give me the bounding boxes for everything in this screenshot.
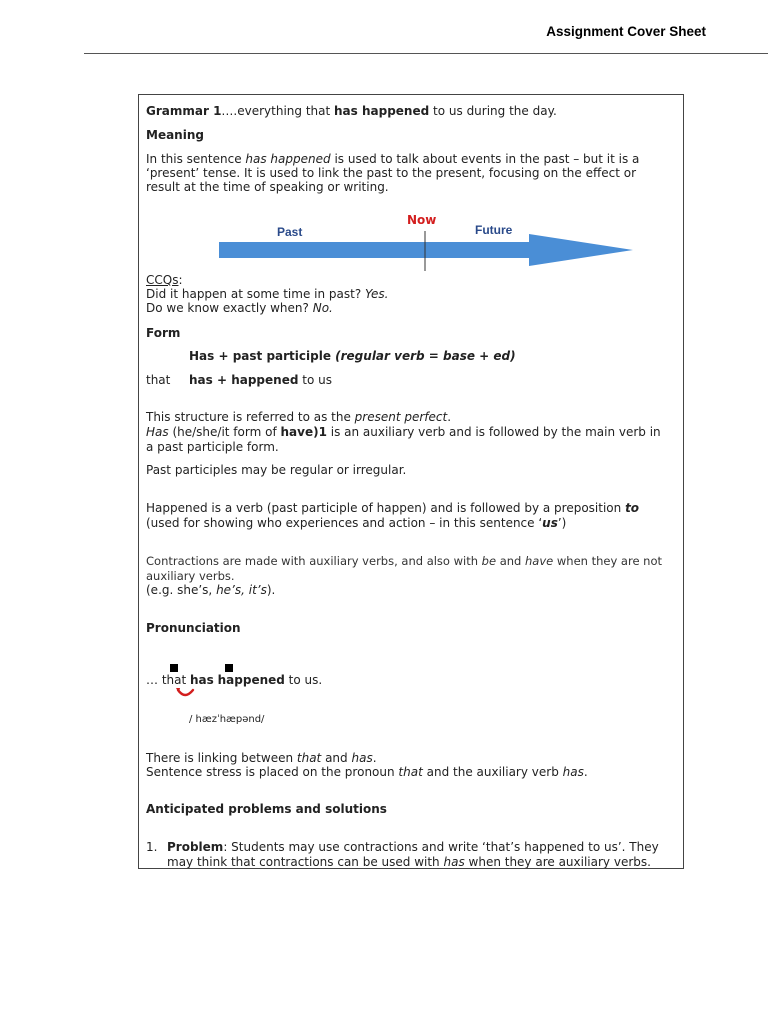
happened-l2-b: ’) [557,516,567,530]
timeline-diagram [219,208,639,278]
form-example [189,373,332,388]
meaning-heading: Meaning [146,128,204,142]
problem-1-l1: : Students may use contractions and write ‘that’s happened to us’. They [223,840,659,854]
grammar-post: to us during the day. [429,104,557,118]
form-formula [189,349,516,364]
ccq-2-question: Do we know exactly when? [146,301,313,315]
meaning-line-2: ‘present’ tense. It is used to link the past to the present, focusing on the effect or [146,166,636,180]
form-formula-italic: (regular verb = base + ed) [335,349,516,363]
structure-l1-i: present perfect [354,410,448,424]
problem-1-line-1 [167,840,659,855]
timeline-future-label: Future [475,223,513,237]
linking-l2-b: and the auxiliary verb [422,765,563,779]
pronunciation-ex-a: … that [146,673,190,687]
happened-line-1 [146,501,639,516]
stress-mark-that [170,664,178,672]
linking-arc-icon [175,687,197,701]
contractions-l3-b: ). [266,583,276,597]
happened-l1-a: Happened is a verb (past participle of happen) and is followed by a preposition [146,501,626,515]
structure-l2-bold: have)1 [280,425,327,439]
linking-l2-c: . [583,765,588,779]
contractions-line-1 [146,554,662,569]
meaning-l1-b: is used to talk about events in the past – but it is a [330,152,640,166]
problem-1-line-2 [167,855,651,869]
meaning-line-3: result at the time of speaking or writing. [146,180,389,194]
grammar-label: Grammar 1 [146,104,222,118]
pronunciation-ex-happened: happened [217,673,285,687]
contractions-l1-c: when they are not [553,554,663,568]
linking-l2-i1: that [398,765,423,779]
contractions-line-2: auxiliary verbs. [146,569,235,583]
structure-l2-b: is an auxiliary verb and is followed by the main verb in [326,425,661,439]
form-example-bold: has + happened [189,373,299,387]
happened-l2-a: (used for showing who experiences and action – in this sentence ‘ [146,516,543,530]
contractions-l3-a: (e.g. she’s, [146,583,217,597]
timeline-now-label: Now [407,213,437,227]
structure-line-1 [146,410,451,425]
ccqs-heading: CCQs [146,273,179,287]
ccq-2-answer: No. [312,301,333,315]
linking-l2-a: Sentence stress is placed on the pronoun [146,765,399,779]
header-divider [84,53,768,54]
problem-1-l2-b: when they are auxiliary verbs. [464,855,651,869]
contractions-l3-i: he’s, it’s [216,583,267,597]
problem-1-l2-i: has [443,855,465,869]
problem-1-number: 1. [146,840,158,854]
problems-heading: Anticipated problems and solutions [146,802,387,816]
phonemic-transcription: / hæzˈhæpənd/ [189,714,265,725]
happened-l1-bi: to [625,501,640,515]
form-example-rest: to us [298,373,332,387]
pronunciation-example [146,673,322,688]
structure-l2-a: (he/she/it form of [168,425,281,439]
structure-line-3: a past participle form. [146,440,279,454]
grammar-bold: has happened [334,104,430,118]
ccqs-heading-line [146,273,183,288]
meaning-l1-a: In this sentence [146,152,246,166]
contractions-l1-i2: have [525,554,554,568]
structure-l1-b: . [447,410,452,424]
pronunciation-ex-has: has [190,673,214,687]
pronunciation-ex-b: to us. [284,673,323,687]
grammar-pre: ….everything that [221,104,335,118]
timeline-past-label: Past [277,225,303,239]
linking-l1-b: and [321,751,352,765]
contractions-l1-b: and [496,554,525,568]
contractions-line-3 [146,583,275,598]
form-example-that: that [146,373,171,387]
structure-line-4: Past participles may be regular or irregular. [146,463,407,477]
problem-1-label: Problem [167,840,224,854]
happened-line-2 [146,516,566,531]
problem-1-l2-a: may think that contractions can be used with [167,855,444,869]
linking-l1-i1: that [296,751,322,765]
grammar-title-line [146,104,557,119]
linking-l1-i2: has [351,751,373,765]
ccq-1 [146,287,388,302]
structure-l2-i: Has [146,425,169,439]
ccqs-colon: : [178,273,183,287]
meaning-l1-i: has happened [245,152,331,166]
structure-line-2 [146,425,661,440]
ccq-1-question: Did it happen at some time in past? [146,287,365,301]
linking-line-1 [146,751,377,766]
form-formula-bold: Has + past participle [189,349,336,363]
contractions-l1-a: Contractions are made with auxiliary verbs, and also with [146,554,482,568]
linking-l1-c: . [372,751,377,765]
structure-l1-a: This structure is referred to as the [146,410,355,424]
page-header-title: Assignment Cover Sheet [546,24,706,39]
stress-mark-happened [225,664,233,672]
linking-l1-a: There is linking between [146,751,297,765]
pronunciation-heading: Pronunciation [146,621,241,635]
ccq-1-answer: Yes. [365,287,389,301]
ccq-2 [146,301,333,316]
linking-line-2 [146,765,588,780]
content-frame [138,94,684,869]
form-heading: Form [146,326,181,340]
contractions-l1-i1: be [481,554,497,568]
linking-l2-i2: has [562,765,584,779]
meaning-line-1 [146,152,639,167]
happened-l2-bi: us [542,516,558,530]
